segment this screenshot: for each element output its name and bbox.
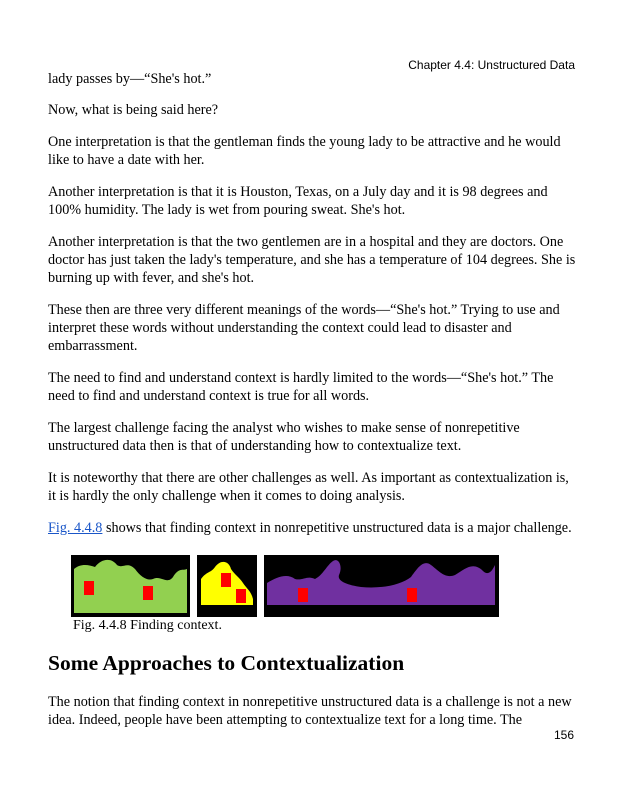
running-header: Chapter 4.4: Unstructured Data <box>408 58 575 72</box>
figure-finding-context <box>71 555 499 617</box>
paragraph: These then are three very different meanings of the words—“She's hot.” Trying to use and interpret these words without understanding the context could lead to disaster and embarrassment. <box>48 302 560 354</box>
paragraph: The notion that finding context in nonrepetitive unstructured data is a challenge is not a new idea. Indeed, people have been attempting to contextualize text for a long time. The <box>48 694 572 728</box>
figure-panel-3-marker <box>407 588 417 602</box>
paragraph: lady passes by—“She's hot.” <box>48 71 212 87</box>
figure-panel-2-marker <box>236 589 246 603</box>
section-heading: Some Approaches to Contextualization <box>48 651 405 675</box>
paragraph: Another interpretation is that the two gentlemen are in a hospital and they are doctors. One doctor has just taken the lady's temperature, and she has a temperature of 104 degrees. She is burning up with fever, and she's hot. <box>48 234 576 286</box>
figure-reference-paragraph <box>48 519 578 537</box>
paragraph: One interpretation is that the gentleman finds the young lady to be attractive and he would like to have a date with her. <box>48 134 561 168</box>
paragraph: The need to find and understand context is hardly limited to the words—“She's hot.” The need to find and understand context is true for all words. <box>48 370 554 404</box>
paragraph: Now, what is being said here? <box>48 102 219 118</box>
paragraph: It is noteworthy that there are other challenges as well. As important as contextualization is, it is hardly the only challenge when it comes to doing analysis. <box>48 470 569 504</box>
figure-panel-2-marker <box>221 573 231 587</box>
figure-caption: Fig. 4.4.8 Finding context. <box>73 618 222 633</box>
figure-image <box>71 555 499 617</box>
figure-link[interactable]: Fig. 4.4.8 <box>48 520 103 536</box>
paragraph: Another interpretation is that it is Houston, Texas, on a July day and it is 98 degrees and 100% humidity. The lady is wet from pouring sweat. She's hot. <box>48 184 548 218</box>
figure-panel-1-marker <box>84 581 94 595</box>
figure-panel-3-marker <box>298 588 308 602</box>
figure-reference-text: shows that finding context in nonrepetitive unstructured data is a major challenge. <box>102 520 572 536</box>
section-body-text <box>48 693 578 729</box>
paragraph: The largest challenge facing the analyst who wishes to make sense of nonrepetitive unstructured data then is that of understanding how to contextualize text. <box>48 420 520 454</box>
page-number: 156 <box>553 728 574 742</box>
figure-panel-1-marker <box>143 586 153 600</box>
body-text <box>48 70 578 551</box>
